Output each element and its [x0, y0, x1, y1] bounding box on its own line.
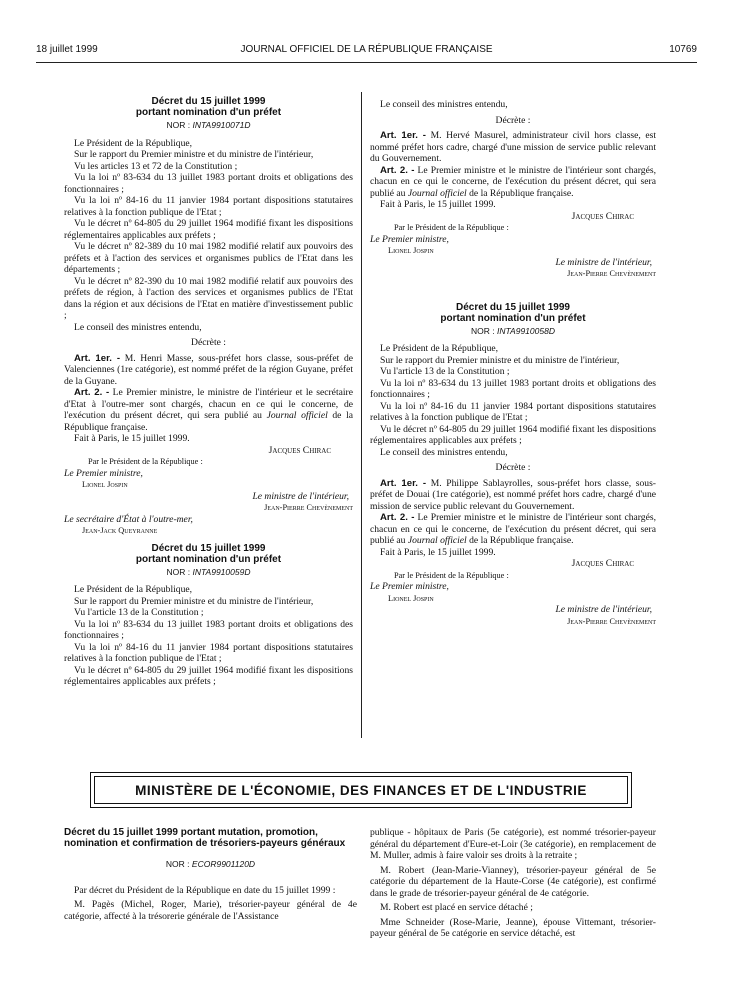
decree-4-paragraph: publique - hôpitaux de Paris (5e catégorie), est nommé trésorier-payeur général du département d'Eure-et-Loir (3e catégorie), en remplacement de M. Muller, admis à faire valoir ses droits à la retraite ; — [370, 827, 656, 861]
decree-body-line: Vu le décret nº 64-805 du 29 juillet 1964 modifié fixant les dispositions réglementaires applicables aux préfets ; — [370, 423, 656, 446]
decree-title: Décret du 15 juillet 1999 — [151, 542, 266, 554]
president-signature: Jacques Chirac — [571, 558, 634, 569]
decree-body-line: Vu la loi nº 83-634 du 13 juillet 1983 portant droits et obligations des fonctionnaires ; — [370, 377, 656, 400]
decree-2-continued — [370, 99, 656, 280]
column-divider — [361, 92, 362, 738]
decree-body-line: Le Président de la République, — [380, 343, 499, 354]
decree-body-line: Le Président de la République, — [74, 584, 193, 595]
decree-body-line: Vu la loi nº 84-16 du 11 janvier 1984 portant dispositions statutaires relatives à la fonction publique de l'Etat ; — [370, 400, 656, 423]
decree-body-line: Vu la loi nº 83-634 du 13 juillet 1983 portant droits et obligations des fonctionnaires ; — [64, 172, 353, 195]
nor-reference: NOR : INTA9910071D — [166, 120, 251, 130]
decree-body-line: Vu l'article 13 de la Constitution ; — [380, 366, 510, 377]
nor-reference: NOR : INTA9910058D — [471, 325, 555, 336]
decree-subtitle: portant nomination d'un préfet — [135, 553, 282, 565]
decree-body-line: Sur le rapport du Premier ministre et du ministre de l'intérieur, — [74, 149, 314, 160]
article-1: Art. 1er. - M. Philippe Sablayrolles, sous-préfet hors classe, sous-préfet de Douai (1re catégorie), est nommé préfet hors cadre, chargé d'une mission de service public relevant du Gouvernement. — [370, 477, 656, 512]
minister-title: Le ministre de l'intérieur, — [252, 490, 349, 502]
decree-body-line: Vu l'article 13 de la Constitution ; — [74, 607, 204, 618]
decree-4-intro: Par décret du Président de la République en date du 15 juillet 1999 : — [74, 884, 336, 896]
decree-body-line: Vu le décret nº 82-390 du 10 mai 1982 modifié relatif aux pouvoirs des préfets de région, à l'action des services et organismes publics de l'Etat dans la région et aux décisions de l'Etat en matière d'investissement public ; — [64, 275, 353, 321]
decree-body-line: Vu les articles 13 et 72 de la Constitution ; — [74, 160, 238, 172]
decree-4-paragraph: M. Robert (Jean-Marie-Vianney), trésorier-payeur général de 5e catégorie du département de la Haute-Corse (4e catégorie), est confirmé dans le grade de trésorier-payeur général de 4e catégorie. — [370, 864, 656, 899]
article-2: Art. 2. - Le Premier ministre et le ministre de l'intérieur sont chargés, chacun en ce qui le concerne, de l'exécution du présent décret, qui sera publié au Journal officiel de la République française. — [370, 512, 656, 546]
par-le-president: Par le Président de la République : — [88, 457, 203, 466]
decree-4-paragraph: M. Pagès (Michel, Roger, Marie), trésorier-payeur général de 4e catégorie, affecté à la trésorerie générale de l'Assistance — [64, 899, 357, 922]
bottom-right-column — [370, 827, 656, 940]
page-number: 10769 — [669, 44, 697, 55]
minister-name: Jean-Pierre Chevènement — [567, 616, 656, 626]
pm-title: Le Premier ministre, — [370, 233, 449, 245]
issue-date: 18 juillet 1999 — [36, 44, 98, 55]
ministry-banner: MINISTÈRE DE L'ÉCONOMIE, DES FINANCES ET DE L'INDUSTRIE — [94, 776, 628, 804]
nor-reference: NOR : INTA9910059D — [166, 566, 251, 577]
left-column — [64, 96, 353, 688]
pm-title: Le Premier ministre, — [64, 467, 143, 479]
decree-1 — [64, 96, 353, 537]
page-header — [36, 44, 697, 60]
decree-subtitle: portant nomination d'un préfet — [440, 312, 586, 324]
decrete-heading: Décrète : — [495, 114, 531, 126]
decree-4-paragraph: M. Robert est placé en service détaché ; — [380, 902, 533, 913]
decrete-heading: Décrète : — [191, 337, 226, 348]
decree-body-line: Le conseil des ministres entendu, — [380, 99, 508, 110]
decree-body-line: Vu la loi nº 84-16 du 11 janvier 1984 portant dispositions statutaires relatives à la fonction publique de l'Etat ; — [64, 195, 353, 218]
decrete-heading: Décrète : — [495, 462, 531, 473]
decree-body-line: Sur le rapport du Premier ministre et du ministre de l'intérieur, — [74, 595, 314, 607]
pm-name: Lionel Jospin — [388, 246, 434, 255]
decree-body-line: Vu le décret nº 64-805 du 29 juillet 1964 modifié fixant les dispositions réglementaires applicables aux préfets ; — [64, 218, 353, 241]
article-1: Art. 1er. - M. Hervé Masurel, administrateur civil hors classe, est nommé préfet hors cadre, chargé d'une mission de service public relevant du Gouvernement. — [370, 130, 657, 164]
par-le-president: Par le Président de la République : — [394, 223, 509, 232]
decree-body-line: Sur le rapport du Premier ministre et du ministre de l'intérieur, — [380, 354, 620, 366]
decree-body-line: Vu le décret nº 82-389 du 10 mai 1982 modifié relatif aux pouvoirs des préfets et à l'action des services et organismes publics de l'Etat dans les départements ; — [64, 241, 353, 275]
decree-4-title: Décret du 15 juillet 1999 portant mutation, promotion, nomination et confirmation de trésoriers-payeurs généraux — [64, 827, 346, 849]
decree-subtitle: portant nomination d'un préfet — [135, 107, 282, 118]
decree-body-line: Le conseil des ministres entendu, — [74, 321, 202, 333]
right-column — [370, 99, 656, 627]
decree-4-paragraph: Mme Schneider (Rose-Marie, Jeanne), épouse Vittemant, trésorier-payeur général de 5e catégorie en service détaché, est — [370, 916, 656, 939]
pm-name: Lionel Jospin — [388, 593, 434, 603]
signature-date: Fait à Paris, le 15 juillet 1999. — [380, 546, 496, 558]
article-1: Art. 1er. - M. Henri Masse, sous-préfet hors classe, sous-préfet de Valenciennes (1re catégorie), est nommé préfet de la région Guyane, préfet de la Guyane. — [64, 352, 353, 387]
decree-3 — [370, 302, 656, 628]
journal-title: JOURNAL OFFICIEL DE LA RÉPUBLIQUE FRANÇAISE — [240, 44, 493, 55]
decree-body-line: Le conseil des ministres entendu, — [380, 446, 508, 458]
president-signature: Jacques Chirac — [571, 210, 634, 222]
article-2: Art. 2. - Le Premier ministre, le ministre de l'intérieur et le secrétaire d'Etat à l'outre-mer sont chargés, chacun en ce qui le concerne, de l'exécution du présent décret, qui sera publié au Journal officiel de la République française. — [64, 387, 353, 433]
article-2: Art. 2. - Le Premier ministre et le ministre de l'intérieur sont chargés, chacun en ce qui le concerne, de l'exécution du présent décret, qui sera publié au Journal officiel de la République française. — [370, 164, 656, 199]
signature-date: Fait à Paris, le 15 juillet 1999. — [380, 199, 496, 210]
pm-title: Le Premier ministre, — [370, 581, 449, 592]
header-rule — [36, 62, 697, 63]
decree-title: Décret du 15 juillet 1999 — [456, 301, 570, 313]
bottom-left-column — [64, 827, 357, 922]
minister-title: Le ministre de l'intérieur, — [555, 256, 652, 268]
secretary-name: Jean-Jack Queyranne — [82, 526, 158, 535]
secretary-title: Le secrétaire d'État à l'outre-mer, — [64, 513, 193, 525]
minister-name: Jean-Pierre Chevènement — [567, 269, 656, 278]
decree-body-line: Vu la loi nº 83-634 du 13 juillet 1983 portant droits et obligations des fonctionnaires ; — [64, 618, 353, 641]
minister-title: Le ministre de l'intérieur, — [555, 604, 652, 615]
pm-name: Lionel Jospin — [82, 480, 128, 489]
minister-name: Jean-Pierre Chevènement — [264, 503, 353, 512]
decree-body-line: Vu la loi nº 84-16 du 11 janvier 1984 portant dispositions statutaires relatives à la fonction publique de l'Etat ; — [64, 641, 353, 664]
nor-reference: NOR : ECOR9901120D — [165, 859, 256, 869]
decree-body-line: Vu le décret nº 64-805 du 29 juillet 1964 modifié fixant les dispositions réglementaires applicables aux préfets ; — [64, 664, 353, 687]
decree-2 — [64, 543, 353, 688]
president-signature: Jacques Chirac — [268, 444, 331, 456]
par-le-president: Par le Président de la République : — [394, 570, 509, 580]
decree-title: Décret du 15 juillet 1999 — [151, 96, 266, 107]
decree-body-line: Le Président de la République, — [74, 137, 193, 149]
signature-date: Fait à Paris, le 15 juillet 1999. — [74, 433, 190, 444]
